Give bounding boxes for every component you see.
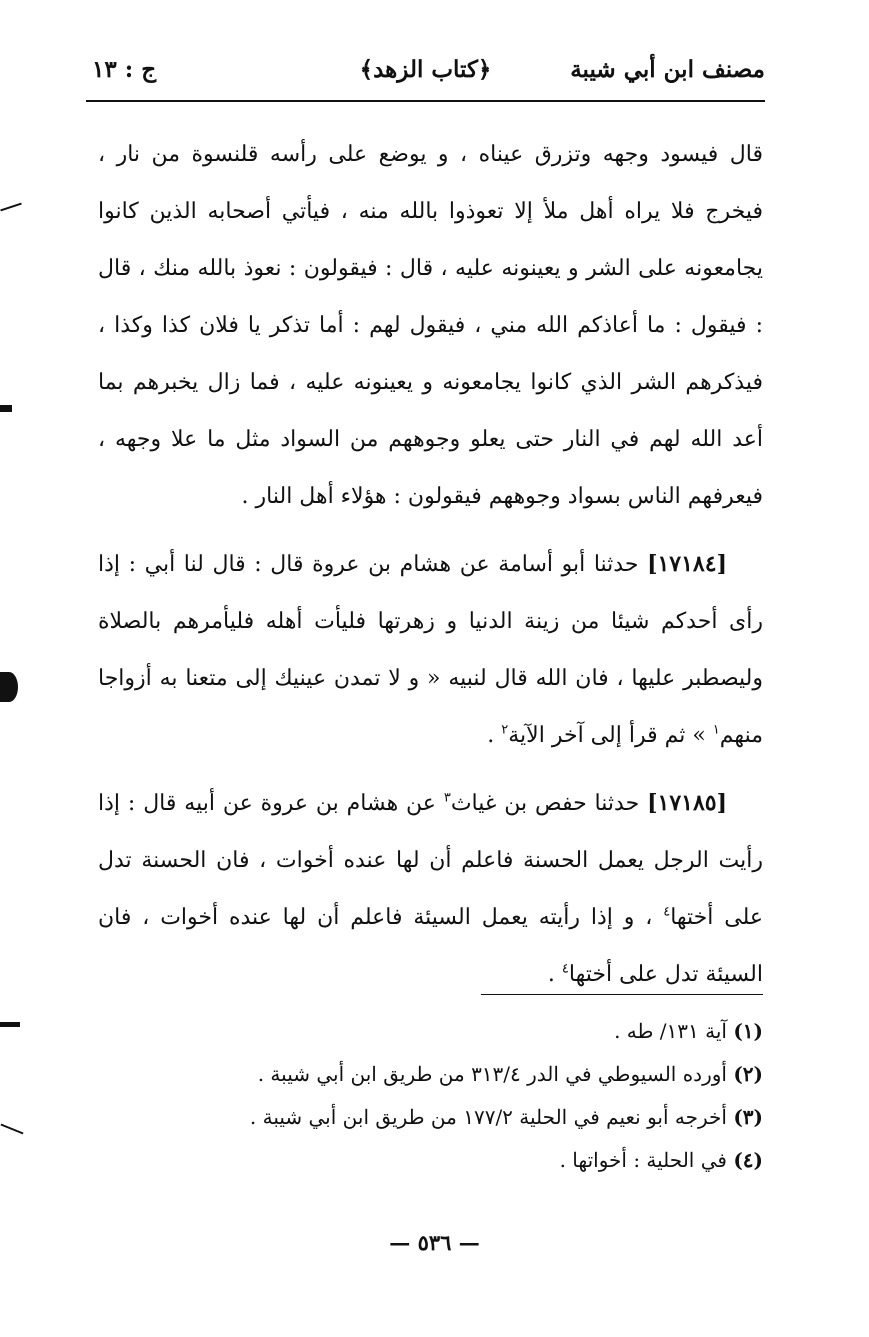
footnote [98,1139,763,1182]
hadith-text: حدثنا أبو أسامة عن هشام بن عروة قال : قال لنا أبي : إذا رأى أحدكم شيئا من زينة الدنيا و زهرتها فليأت أهله فليأمرهم بالصلاة وليصطبر عليها ، فان الله قال لنبيه « و لا تمدن عينيك إلى متعنا به أزواجا منهم [98,552,763,748]
hadith-text: » ثم قرأ إلى آخر الآية [508,723,713,748]
main-text [98,126,763,1003]
footnote [98,1010,763,1053]
footnote [98,1096,763,1139]
footnote-text: في الحلية : أخواتها . [559,1148,727,1172]
hadith-text: ، و إذا رأيته يعمل السيئة فاعلم أن لها عنده أخوات ، فان السيئة تدل على أختها [98,905,763,987]
footnote-number: (٤) [733,1148,763,1172]
footnote-ref: ٢ [501,722,509,738]
scan-mark [0,203,22,212]
footnote-text: أورده السيوطي في الدر ٣١٣/٤ من طريق ابن أبي شيبة . [257,1062,727,1086]
scan-mark [0,1022,20,1027]
hadith-text: حدثنا حفص بن غياث [450,791,640,816]
book-title: مصنف ابن أبي شيبة [570,56,765,83]
scan-mark [0,1124,23,1135]
footnote-number: (٢) [733,1062,763,1086]
footnote-ref: ١ [712,722,720,738]
chapter-title: ﴿كتاب الزهد﴾ [359,56,492,83]
hadith-text: عن هشام بن عروة عن أبيه قال : إذا رأيت الرجل يعمل الحسنة فاعلم أن لها عنده أخوات ، فان الحسنة تدل على أختها [98,791,763,930]
footnotes [98,1010,763,1182]
footnote-number: (١) [733,1019,763,1043]
volume-number: ج : ١٣ [92,56,157,83]
hadith-number: [١٧١٨٤] [647,551,727,577]
footnote-number: (٣) [733,1105,763,1129]
page-number: — ٥٣٦ — [389,1230,480,1255]
scan-mark [0,672,18,702]
header-rule [86,100,765,102]
scan-mark [0,405,12,412]
hadith-number: [١٧١٨٥] [647,790,728,816]
footnote [98,1053,763,1096]
footnote-text: أخرجه أبو نعيم في الحلية ١٧٧/٢ من طريق ابن أبي شيبة . [249,1105,727,1129]
running-header [86,50,765,98]
hadith-text: . [547,962,562,987]
hadith-paragraph [98,775,763,1003]
hadith-paragraph [98,536,763,764]
paragraph-continuation: قال فيسود وجهه وتزرق عيناه ، و يوضع على رأسه قلنسوة من نار ، فيخرج فلا يراه أهل ملأ إلا تعوذوا بالله منه ، فيأتي أصحابه الذين كانوا يجامعونه على الشر و يعينونه عليه ، قال : فيقولون : نعوذ بالله منك ، قال : فيقول : ما أعاذكم الله مني ، فيقول لهم : أما تذكر يا فلان كذا وكذا ، فيذكرهم الشر الذي كانوا يجامعونه و يعينونه عليه ، فما زال يخبرهم بما أعد الله لهم في النار حتى يعلو وجوههم من السواد مثل ما علا وجهه ، فيعرفهم الناس بسواد وجوههم فيقولون : هؤلاء أهل النار . [98,142,763,509]
footnote-text: آية ١٣١/ طه . [614,1019,727,1043]
footnote-rule [481,994,763,995]
footnote-ref: ٤ [561,961,569,977]
hadith-text: . [487,723,502,748]
footnote-ref: ٣ [443,790,451,806]
footnote-ref: ٤ [663,904,671,920]
